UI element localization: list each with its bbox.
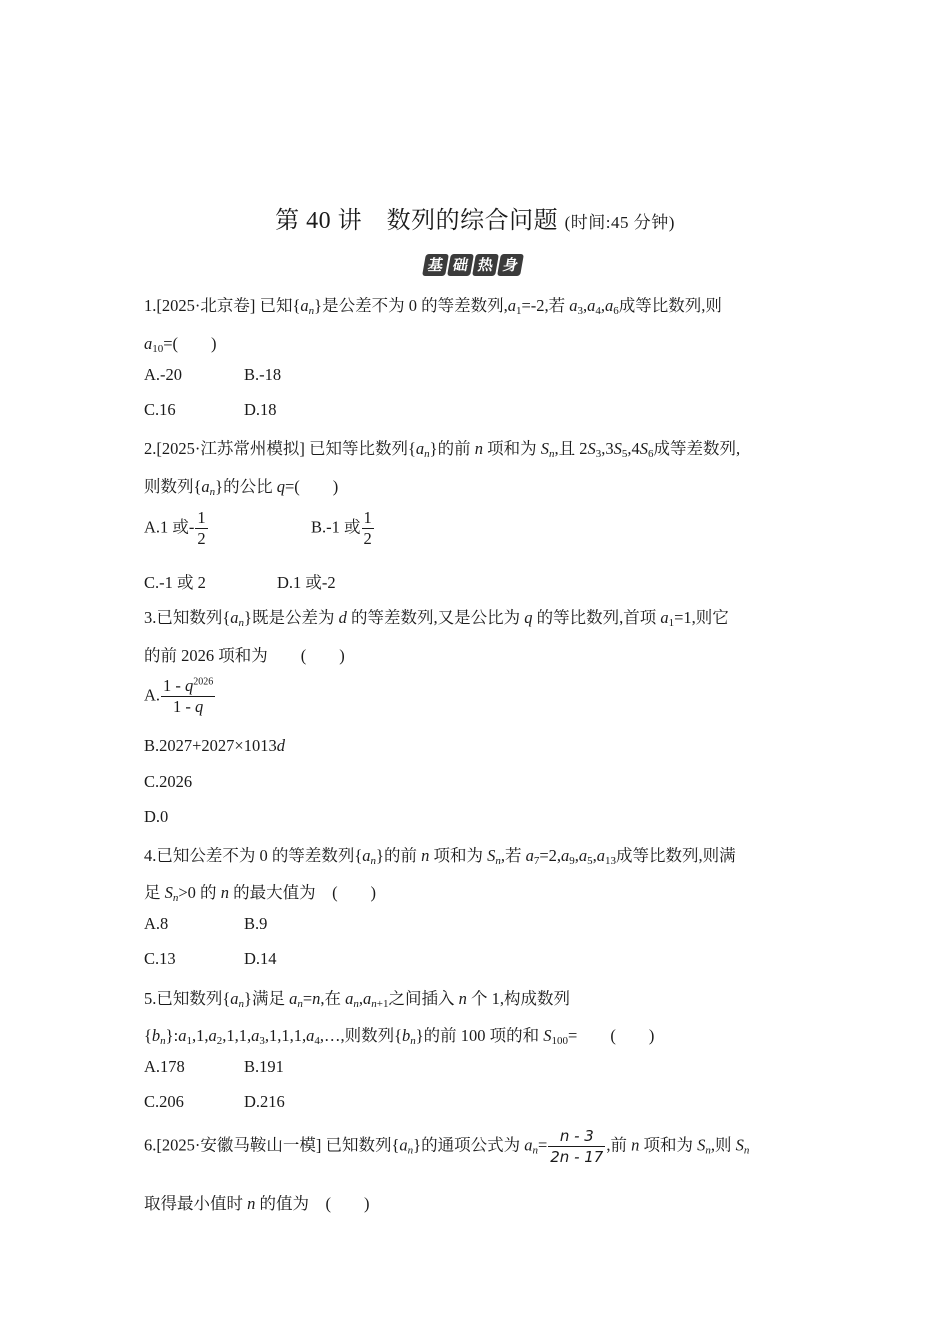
q3-option-d[interactable]: D.0 [144, 807, 169, 826]
q2-line1: 2.[2025·江苏常州模拟] 已知等比数列$\{a_n\}$的前 n 项和为 $S_n$,且 $2S_3,3S_5,4S_6$成等差数列, [144, 439, 741, 460]
option-c[interactable]: C.16 [144, 400, 176, 419]
option-b[interactable]: B.191 [244, 1057, 284, 1076]
option-c[interactable]: C.206 [144, 1092, 184, 1111]
fraction: $\frac{1 - q^{2026}}{1 - q}$ [163, 676, 214, 716]
q3-option-c[interactable]: C.2026 [144, 772, 193, 791]
option-a[interactable]: A.1 或- $\frac{1}{2}$ [144, 508, 206, 548]
q5-line2: $\{b_n\}:a_1,1,a_2,1,1,a_3,1,1,1,a_4,\dots$,则数列$\{b_n\}$的前 100 项的和 $S_{100}=$ ( ) [144, 1026, 655, 1047]
q4-options-cd [144, 949, 277, 969]
banner-char: 础 [447, 254, 474, 276]
q6-line2: 取得最小值时 n 的值为 ( ) [144, 1194, 370, 1213]
q1-options-ab [144, 365, 281, 385]
q2-line2: 则数列$\{a_n\}$的公比 q=( ) [144, 477, 339, 498]
option-b[interactable]: B.-18 [244, 365, 282, 384]
banner-char: 基 [422, 254, 449, 276]
q3-option-b[interactable]: B.2027+2027×1013d [144, 736, 285, 755]
option-d[interactable]: D.18 [244, 400, 277, 419]
q6-line1: 6.[2025·安徽马鞍山一模] 已知数列$\{a_n\}$的通项公式为 $a_n=$ $\frac{n - 3}{2n - 17}$ ,前 n 项和为 $S_n$,则 $S_n$ [144, 1127, 750, 1166]
fraction: $\frac{1}{2}$ [363, 508, 372, 548]
option-c[interactable]: C.13 [144, 949, 176, 968]
option-d[interactable]: D.14 [244, 949, 277, 968]
q4-line2: 足 $S_n>0$ 的 n 的最大值为 ( ) [144, 883, 377, 904]
option-d[interactable]: D.1 或-2 [277, 573, 336, 592]
page-title [0, 200, 950, 235]
fraction: $\frac{n - 3}{2n - 17}$ [550, 1127, 604, 1166]
option-a[interactable]: A.178 [144, 1057, 185, 1076]
q4-line1: 4.已知公差不为 0 的等差数列$\{a_n\}$的前 n 项和为 $S_n$,若 $a_7=2,a_9,a_5,a_{13}$成等比数列,则满 [144, 846, 736, 867]
q4-options-ab [144, 914, 267, 934]
option-b[interactable]: B.9 [244, 914, 268, 933]
title-text: 第 40 讲 数列的综合问题 [275, 208, 559, 234]
q5-line1: 5.已知数列$\{a_n\}$满足 $a_n=n$,在 $a_n,a_{n+1}$之间插入 n 个 1,构成数列 [144, 989, 570, 1010]
q2-options-ab [144, 508, 375, 549]
option-a[interactable]: A.8 [144, 914, 169, 933]
q1-options-cd [144, 400, 277, 420]
q1-line2: $a_{10}=$( ) [144, 334, 217, 355]
option-b[interactable]: B.-1 或 $\frac{1}{2}$ [311, 508, 372, 548]
section-banner [424, 254, 522, 276]
fraction: $\frac{1}{2}$ [197, 508, 206, 548]
q3-line1: 3.已知数列$\{a_n\}$既是公差为 d 的等差数列,又是公比为 q 的等比数列,首项 $a_1=1$,则它 [144, 608, 729, 629]
q5-options-ab [144, 1057, 284, 1077]
q3-option-a[interactable]: A. $\frac{1 - q^{2026}}{1 - q}$ [144, 676, 214, 716]
q1-line1: 1.[2025·北京卷] 已知$\{a_n\}$是公差不为 0 的等差数列$,a_1=-2$,若 $a_3,a_4,a_6$成等比数列,则 [144, 296, 722, 317]
q3-line2: 的前 2026 项和为 ( ) [144, 646, 345, 665]
option-d[interactable]: D.216 [244, 1092, 285, 1111]
option-a[interactable]: A.-20 [144, 365, 183, 384]
option-c[interactable]: C.-1 或 2 [144, 573, 206, 592]
q2-options-cd [144, 569, 336, 593]
q5-options-cd [144, 1092, 285, 1112]
banner-char: 身 [497, 254, 524, 276]
time-limit: (时间:45 分钟) [564, 213, 675, 232]
banner-char: 热 [472, 254, 499, 276]
